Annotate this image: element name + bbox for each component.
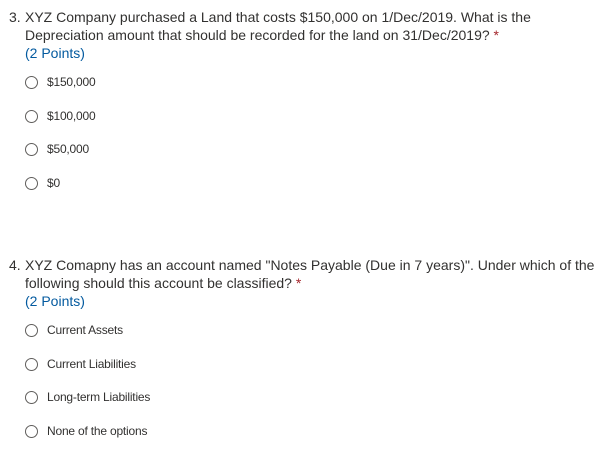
option-label: $150,000 xyxy=(47,75,96,89)
option-50000[interactable] xyxy=(0,143,615,177)
option-label: Current Assets xyxy=(47,323,123,337)
radio-button[interactable] xyxy=(25,143,38,156)
question-header xyxy=(0,256,615,310)
radio-button[interactable] xyxy=(25,425,38,438)
option-current-assets[interactable] xyxy=(0,324,615,358)
question-points: (2 Points) xyxy=(25,45,85,61)
options-group xyxy=(0,324,615,458)
option-label: Long-term Liabilities xyxy=(47,390,151,404)
question-number: 4. xyxy=(9,257,21,273)
option-100000[interactable] xyxy=(0,110,615,144)
option-label: $50,000 xyxy=(47,142,89,156)
option-150000[interactable] xyxy=(0,76,615,110)
option-long-term-liabilities[interactable] xyxy=(0,391,615,425)
question-3 xyxy=(0,8,615,210)
required-asterisk: * xyxy=(295,275,302,291)
option-current-liabilities[interactable] xyxy=(0,358,615,392)
radio-button[interactable] xyxy=(25,358,38,371)
option-label: None of the options xyxy=(47,423,148,438)
radio-button[interactable] xyxy=(25,324,38,337)
question-4 xyxy=(0,256,615,458)
option-label: $100,000 xyxy=(47,108,96,123)
radio-button[interactable] xyxy=(25,76,38,89)
radio-button[interactable] xyxy=(25,391,38,404)
option-label: $0 xyxy=(47,175,60,190)
option-label: Current Liabilities xyxy=(47,356,136,371)
required-asterisk: * xyxy=(493,27,499,43)
radio-button[interactable] xyxy=(25,110,38,123)
option-none-of-the-options[interactable] xyxy=(0,425,615,459)
question-header xyxy=(0,8,615,62)
question-number: 3. xyxy=(9,9,21,25)
question-points: (2 Points) xyxy=(25,293,85,309)
radio-button[interactable] xyxy=(25,177,38,190)
options-group xyxy=(0,76,615,210)
question-text: XYZ Comapny has an account named "Notes Payable (Due in 7 years)". Under which of the following should this account be classified? xyxy=(25,257,595,291)
option-0[interactable] xyxy=(0,177,615,211)
question-text: XYZ Company purchased a Land that costs $150,000 on 1/Dec/2019. What is the Depreciation amount that should be recorded for the land on 31/Dec/2019? xyxy=(25,9,531,43)
